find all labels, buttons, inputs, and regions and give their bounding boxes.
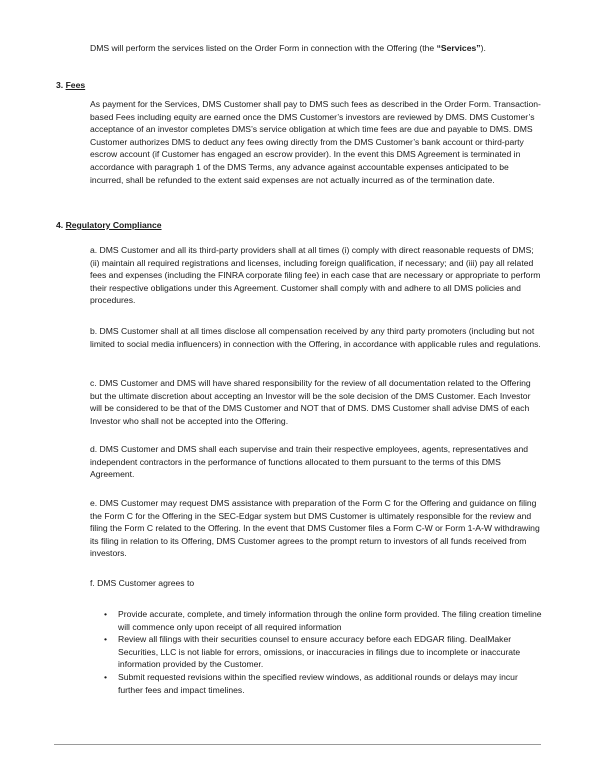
compliance-paragraph-b: b. DMS Customer shall at all times disclose all compensation received by any third party promoters (including but not limited to social media influencers) in connection with the Offering, in accordance with applicable rules and regulations. xyxy=(90,326,541,349)
list-item xyxy=(104,633,542,671)
services-intro-paragraph xyxy=(90,42,542,55)
section-3-number: 3. xyxy=(56,80,64,90)
list-item-text: Review all filings with their securities counsel to ensure accuracy before each EDGAR filing. DealMaker Securities, LLC is not liable for errors, omissions, or inaccuracies in filings due to incomplete or inaccurate information provided by the Customer. xyxy=(118,634,521,670)
footer-divider xyxy=(54,744,541,745)
section-4-title: Regulatory Compliance xyxy=(65,220,162,230)
intro-text: DMS will perform the services listed on the Order Form in connection with the Offering (the xyxy=(90,43,437,53)
compliance-paragraph-a: a. DMS Customer and all its third-party providers shall at all times (i) comply with direct reasonable requests of DMS; (ii) maintain all required registrations and licenses, including foreign qualification, if necessary; and (iii) pay all related fees and expenses (including the FINRA corporate filing fee) in each case that are necessary or appropriate to perform their respective obligations under this Agreement. Customer shall comply with and adhere to all DMS policies and procedures. xyxy=(90,245,541,306)
list-item-text: Provide accurate, complete, and timely information through the online form provided. The filing creation timeline will commence only upon receipt of all required information xyxy=(118,609,542,632)
section-3-heading xyxy=(56,79,85,92)
list-item xyxy=(104,671,542,696)
compliance-paragraph-c: c. DMS Customer and DMS will have shared responsibility for the review of all documentation related to the Offering but the ultimate discretion about accepting an Investor will be the sole decision of the DMS Customer. Each Investor will be considered to be that of the DMS Customer and NOT that of DMS. DMS Customer shall advise DMS of each Investor who shall not be accepted into the Offering. xyxy=(90,378,531,426)
compliance-paragraph-f: f. DMS Customer agrees to xyxy=(90,578,195,588)
customer-obligations-list xyxy=(104,608,542,696)
bullet-icon: • xyxy=(104,671,108,682)
services-defined-term: “Services” xyxy=(436,43,481,53)
list-item-text: Submit requested revisions within the specified review windows, as additional rounds or delays may incur further fees and impact timelines. xyxy=(118,671,518,695)
intro-text-end: ). xyxy=(480,43,486,53)
list-item xyxy=(104,608,542,633)
section-4-number: 4. xyxy=(56,220,64,230)
bullet-icon: • xyxy=(104,634,108,645)
section-4-heading xyxy=(56,219,162,232)
bullet-icon: • xyxy=(104,609,108,619)
compliance-paragraph-d: d. DMS Customer and DMS shall each supervise and train their respective employees, agents, representatives and independent contractors in the performance of functions allocated to them pursuant to the terms of this DMS Agreement. xyxy=(90,444,529,480)
compliance-paragraph-e: e. DMS Customer may request DMS assistance with preparation of the Form C for the Offering and guidance on filing the Form C for the Offering in the SEC-Edgar system but DMS Customer is ultimately responsible for the review and filing the Form C related to the Offering. In the event that DMS Customer files a Form C-W or Form 1-A-W withdrawing its filing in relation to its Offering, DMS Customer agrees to the prompt return to investors of all funds received from investors. xyxy=(90,498,540,559)
section-3-title: Fees xyxy=(65,80,86,90)
fees-paragraph: As payment for the Services, DMS Customer shall pay to DMS such fees as described in the Order Form. Transaction-based Fees including equity are earned once the DMS Customer’s investors are reviewed by DMS. DMS Customer’s acceptance of an investor completes DMS’s service obligation at which time fees are due and payable to DMS. DMS Customer authorizes DMS to deduct any fees owing directly from the DMS Customer’s bank account or third-party escrow account (if Customer has engaged an escrow provider). In the event this DMS Agreement is terminated in accordance with paragraph 1 of the DMS Terms, any advance against accountable expenses anticipated to be incurred, shall be refunded to the extent said expenses are not actually incurred as of the termination date. xyxy=(90,99,541,185)
